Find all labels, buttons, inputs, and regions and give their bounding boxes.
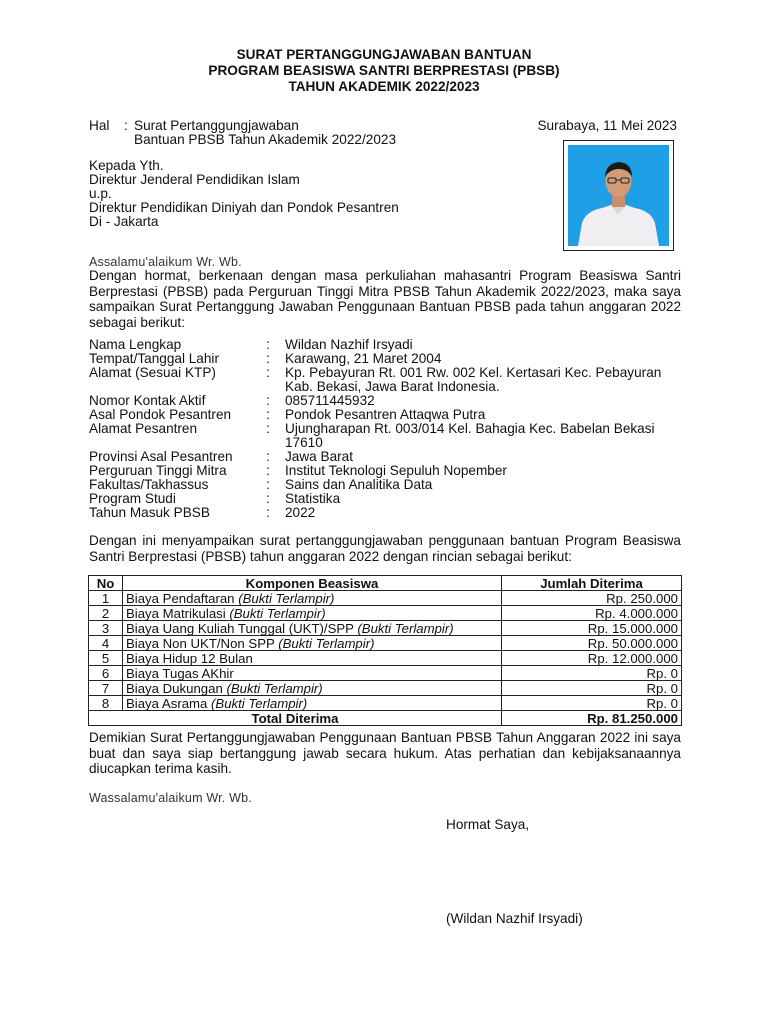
component-note: (Bukti Terlampir) xyxy=(357,620,454,636)
identity-colon: : xyxy=(266,421,270,436)
header-title-line2: PROGRAM BEASISWA SANTRI BERPRESTASI (PBSB) xyxy=(208,63,560,78)
row-component xyxy=(123,666,502,681)
recipient-line4: Direktur Pendidikan Diniyah dan Pondok Pesantren xyxy=(89,200,399,215)
component-note: (Bukti Terlampir) xyxy=(226,680,323,696)
row-amount: Rp. 0 xyxy=(502,681,682,696)
identity-value: Pondok Pesantren Attaqwa Putra xyxy=(285,407,486,422)
row-component xyxy=(123,636,502,651)
component-note: (Bukti Terlampir) xyxy=(278,635,375,651)
identity-label: Nama Lengkap xyxy=(89,337,182,352)
recipient-line5: Di - Jakarta xyxy=(89,214,159,229)
identity-colon: : xyxy=(266,449,270,464)
person-portrait-icon xyxy=(568,145,669,246)
row-amount: Rp. 0 xyxy=(502,696,682,711)
identity-colon: : xyxy=(266,393,270,408)
table-row xyxy=(89,606,682,621)
statement-paragraph: Dengan ini menyampaikan surat pertanggungjawaban penggunaan bantuan Program Beasiswa Santri Berprestasi (PBSB) tahun anggaran 2022 dengan rincian sebagai berikut: xyxy=(89,533,681,564)
identity-value: 2022 xyxy=(285,505,316,520)
row-number: 8 xyxy=(89,696,123,711)
table-row xyxy=(89,696,682,711)
row-component xyxy=(123,606,502,621)
row-component xyxy=(123,681,502,696)
component-note: (Bukti Terlampir) xyxy=(229,605,326,621)
row-amount: Rp. 250.000 xyxy=(502,591,682,606)
identity-colon: : xyxy=(266,407,270,422)
row-amount: Rp. 12.000.000 xyxy=(502,651,682,666)
total-amount: Rp. 81.250.000 xyxy=(502,711,682,726)
table-total-row xyxy=(89,711,682,726)
document-header xyxy=(0,47,768,95)
hal-label: Hal xyxy=(89,118,110,133)
identity-colon: : xyxy=(266,351,270,366)
identity-label: Provinsi Asal Pesantren xyxy=(89,449,233,464)
identity-label: Alamat (Sesuai KTP) xyxy=(89,365,216,380)
applicant-photo xyxy=(568,145,669,246)
identity-colon: : xyxy=(266,491,270,506)
identity-value: Jawa Barat xyxy=(285,449,354,464)
component-note: (Bukti Terlampir) xyxy=(211,695,308,711)
identity-label: Tahun Masuk PBSB xyxy=(89,505,210,520)
component-name: Biaya Asrama xyxy=(126,695,208,711)
greeting-close: Wassalamu'alaikum Wr. Wb. xyxy=(89,791,252,805)
row-component xyxy=(123,696,502,711)
identity-colon: : xyxy=(266,477,270,492)
component-name: Biaya Non UKT/Non SPP xyxy=(126,635,275,651)
signoff: Hormat Saya, xyxy=(446,817,530,832)
component-name: Biaya Matrikulasi xyxy=(126,605,226,621)
place-date: Surabaya, 11 Mei 2023 xyxy=(537,118,677,133)
table-row xyxy=(89,681,682,696)
identity-label: Program Studi xyxy=(89,491,176,506)
column-header-amount: Jumlah Diterima xyxy=(502,576,682,591)
row-number: 2 xyxy=(89,606,123,621)
table-header-row xyxy=(89,576,682,591)
hal-colon: : xyxy=(124,118,128,133)
recipient-line3: u.p. xyxy=(89,186,112,201)
table-row xyxy=(89,636,682,651)
component-name: Biaya Tugas AKhir xyxy=(126,665,234,681)
identity-label: Alamat Pesantren xyxy=(89,421,198,436)
column-header-no: No xyxy=(89,576,123,591)
identity-value: Wildan Nazhif Irsyadi xyxy=(285,337,413,352)
identity-value: Ujungharapan Rt. 003/014 Kel. Bahagia Kec. Babelan Bekasi 17610 xyxy=(285,421,655,450)
table-row xyxy=(89,621,682,636)
table-row xyxy=(89,666,682,681)
row-component xyxy=(123,621,502,636)
component-name: Biaya Pendaftaran xyxy=(126,590,235,606)
row-number: 6 xyxy=(89,666,123,681)
applicant-photo-frame xyxy=(563,140,674,251)
signature-name: (Wildan Nazhif Irsyadi) xyxy=(446,911,583,926)
table-row xyxy=(89,651,682,666)
closing-paragraph: Demikian Surat Pertanggungjawaban Penggunaan Bantuan PBSB Tahun Anggaran 2022 ini saya buat dan saya siap bertanggung jawab secara hukum. Atas perhatian dan kebijaksanaannya diucapkan terima kasih. xyxy=(89,730,681,776)
hal-subject-line1: Surat Pertanggungjawaban xyxy=(134,118,299,133)
identity-value: 085711445932 xyxy=(285,393,375,408)
component-name: Biaya Hidup 12 Bulan xyxy=(126,650,253,666)
scholarship-table xyxy=(88,575,682,726)
recipient-line1: Kepada Yth. xyxy=(89,158,164,173)
identity-value: Institut Teknologi Sepuluh Nopember xyxy=(285,463,507,478)
identity-colon: : xyxy=(266,505,270,520)
recipient-line2: Direktur Jenderal Pendidikan Islam xyxy=(89,172,300,187)
identity-value: Sains dan Analitika Data xyxy=(285,477,433,492)
total-label: Total Diterima xyxy=(89,711,502,726)
intro-paragraph: Dengan hormat, berkenaan dengan masa perkuliahan mahasantri Program Beasiswa Santri Berprestasi (PBSB) pada Perguruan Tinggi Mitra PBSB Tahun Akademik 2022/2023, maka saya sampaikan Surat Pertanggung Jawaban Penggunaan Bantuan PBSB pada tahun anggaran 2022 sebagai berikut: xyxy=(89,268,681,330)
component-note: (Bukti Terlampir) xyxy=(238,590,335,606)
header-title-line1: SURAT PERTANGGUNGJAWABAN BANTUAN xyxy=(236,47,532,62)
row-amount: Rp. 0 xyxy=(502,666,682,681)
row-number: 4 xyxy=(89,636,123,651)
identity-value: Karawang, 21 Maret 2004 xyxy=(285,351,442,366)
component-name: Biaya Uang Kuliah Tunggal (UKT)/SPP xyxy=(126,620,354,636)
identity-value: Statistika xyxy=(285,491,341,506)
identity-colon: : xyxy=(266,365,270,380)
identity-label: Fakultas/Takhassus xyxy=(89,477,209,492)
identity-value: Kp. Pebayuran Rt. 001 Rw. 002 Kel. Kertasari Kec. Pebayuran Kab. Bekasi, Jawa Barat Indonesia. xyxy=(285,365,662,394)
identity-label: Nomor Kontak Aktif xyxy=(89,393,206,408)
identity-colon: : xyxy=(266,337,270,352)
row-number: 3 xyxy=(89,621,123,636)
row-number: 1 xyxy=(89,591,123,606)
row-number: 5 xyxy=(89,651,123,666)
table-row xyxy=(89,591,682,606)
column-header-component: Komponen Beasiswa xyxy=(123,576,502,591)
header-title-line3: TAHUN AKADEMIK 2022/2023 xyxy=(288,79,480,94)
identity-colon: : xyxy=(266,463,270,478)
row-number: 7 xyxy=(89,681,123,696)
row-component xyxy=(123,591,502,606)
row-amount: Rp. 50.000.000 xyxy=(502,636,682,651)
identity-label: Tempat/Tanggal Lahir xyxy=(89,351,219,366)
row-amount: Rp. 4.000.000 xyxy=(502,606,682,621)
greeting-open: Assalamu'alaikum Wr. Wb. xyxy=(89,255,242,269)
identity-label: Asal Pondok Pesantren xyxy=(89,407,232,422)
component-name: Biaya Dukungan xyxy=(126,680,223,696)
hal-subject-line2: Bantuan PBSB Tahun Akademik 2022/2023 xyxy=(134,132,397,147)
row-amount: Rp. 15.000.000 xyxy=(502,621,682,636)
identity-label: Perguruan Tinggi Mitra xyxy=(89,463,227,478)
row-component xyxy=(123,651,502,666)
